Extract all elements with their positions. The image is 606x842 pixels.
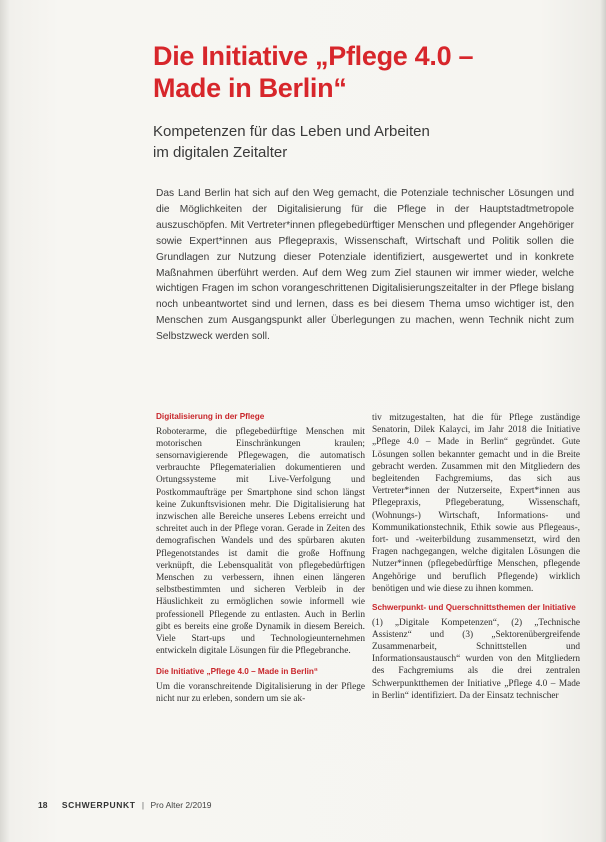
page-number: 18	[38, 800, 48, 810]
article-headline	[153, 40, 573, 104]
article-subtitle	[153, 121, 573, 163]
body-initiative-continued: tiv mitzugestalten, hat die für Pflege zuständige Senatorin, Dilek Kalayci, im Jahr 2018 die Initiative „Pflege 4.0 – Made in Berlin“ gegründet. Gute Lösungen sollen bekannter gemacht und in die Breite gebracht werden. Zusammen mit den Mitgliedern des begleitenden Fachgremiums, das sich aus Vertreter*innen der Nutzerseite, Expert*innen aus Pflegepraxis, Pflegeberatung, Wissenschaft, (Wohnungs-) Wirtschaft, Informations- und Kommunikationstechnik, Ethik sowie aus Pflegeaus-, fort- und -weiterbildung zusammensetzt, wird den Fragen nachgegangen, welche digitalen Lösungen die Nutzer*innen (pflegebedürftige Menschen, pflegende Angehörige und beruflich Pflegende) wirklich benötigen und wie diese zu ihnen kommen.	[372, 413, 580, 594]
section-name: SCHWERPUNKT	[61, 800, 136, 810]
left-column	[156, 412, 365, 705]
intro-paragraph: Das Land Berlin hat sich auf den Weg gemacht, die Potenziale technischer Lösungen und die Möglichkeiten der Digitalisierung für die Pflege in der Hauptstadtmetropole auszuschöpfen. Mit Vertreter*innen pflegebedürftiger Menschen und pflegender Angehöriger sowie Expert*innen aus Pflegepraxis, Wissenschaft, Wirtschaft und Politik sollen die Grundlagen zur Nutzung dieser Potenziale identifiziert, ausgewertet und in konkrete Maßnahmen überführt werden. Auf dem Weg zum Ziel staunen wir immer wieder, welche wichtigen Fragen im schon vorangeschrittenen Digitalisierungszeitalter in der Pflege bislang noch unbeantwortet sind und lernen, dass es bei diesem Thema umso wichtiger ist, den Menschen zum Ausgangspunkt aller Überlegungen zu machen, wenn Technik nicht zum Selbstzweck werden soll.	[156, 188, 574, 343]
subtitle-line-2: im digitalen Zeitalter	[153, 144, 288, 161]
section-heading-schwerpunkte: Schwerpunkt- und Querschnittsthemen der Initiative	[372, 603, 576, 613]
footer-separator: |	[141, 800, 145, 810]
page-edge-shadow	[600, 0, 606, 842]
body-schwerpunkte: (1) „Digitale Kompetenzen“, (2) „Technische Assistenz“ und (3) „Sektorenübergreifende Zusammenarbeit, Schnittstellen und Informationsaustausch“ wurden von den Mitgliedern des Fachgremiums als die drei zentralen Schwerpunktthemen der Initiative „Pflege 4.0 – Made in Berlin“ identifiziert. Da der Einsatz technischer	[372, 617, 580, 701]
section-heading-digitalisierung: Digitalisierung in der Pflege	[156, 412, 265, 421]
headline-line-1: Die Initiative „Pflege 4.0 –	[153, 41, 474, 71]
subtitle-line-1: Kompetenzen für das Leben und Arbeiten	[153, 123, 430, 140]
page-footer	[38, 800, 211, 810]
body-digitalisierung: Roboterarme, die pflegebedürftige Menschen mit motorischen Einschränkungen kraulen; sensornavigierende Pflegewagen, die automatisch verbrauchte Pflegematerialien dokumentieren und Ortungssysteme mit Live-Verfolgung und Postkommaufträge per Smartphone sind schon längst keine Zukunftsvisionen mehr. Die Digitalisierung hat inzwischen alle Bereiche unseres Lebens erreicht und schreitet auch in der Pflege voran. Gerade in Zeiten des demografischen Wandels und des spürbaren akuten Pflegenotstandes ist damit die große Hoffnung verknüpft, die Lebensqualität von pflegebedürftigen Menschen zu verbessern, ihnen einen längeren selbstbestimmten und sicheren Verbleib in der Häuslichkeit zu ermöglichen sowie informell wie professionell Pflegende zu entlasten. Auch in Berlin gibt es bereits eine große Dynamik in diesem Bereich. Viele Start-ups und Technologieunternehmen entwickeln digitale Lösungen für die Pflegebranche.	[156, 426, 365, 657]
right-column	[372, 412, 580, 702]
publication-issue: Pro Alter 2/2019	[150, 800, 212, 810]
body-initiative-start: Um die voranschreitende Digitalisierung in der Pflege nicht nur zu erleben, sondern um sie ak-	[156, 681, 365, 705]
section-heading-initiative: Die Initiative „Pflege 4.0 – Made in Berlin“	[156, 667, 318, 677]
headline-line-2: Made in Berlin“	[153, 73, 347, 103]
